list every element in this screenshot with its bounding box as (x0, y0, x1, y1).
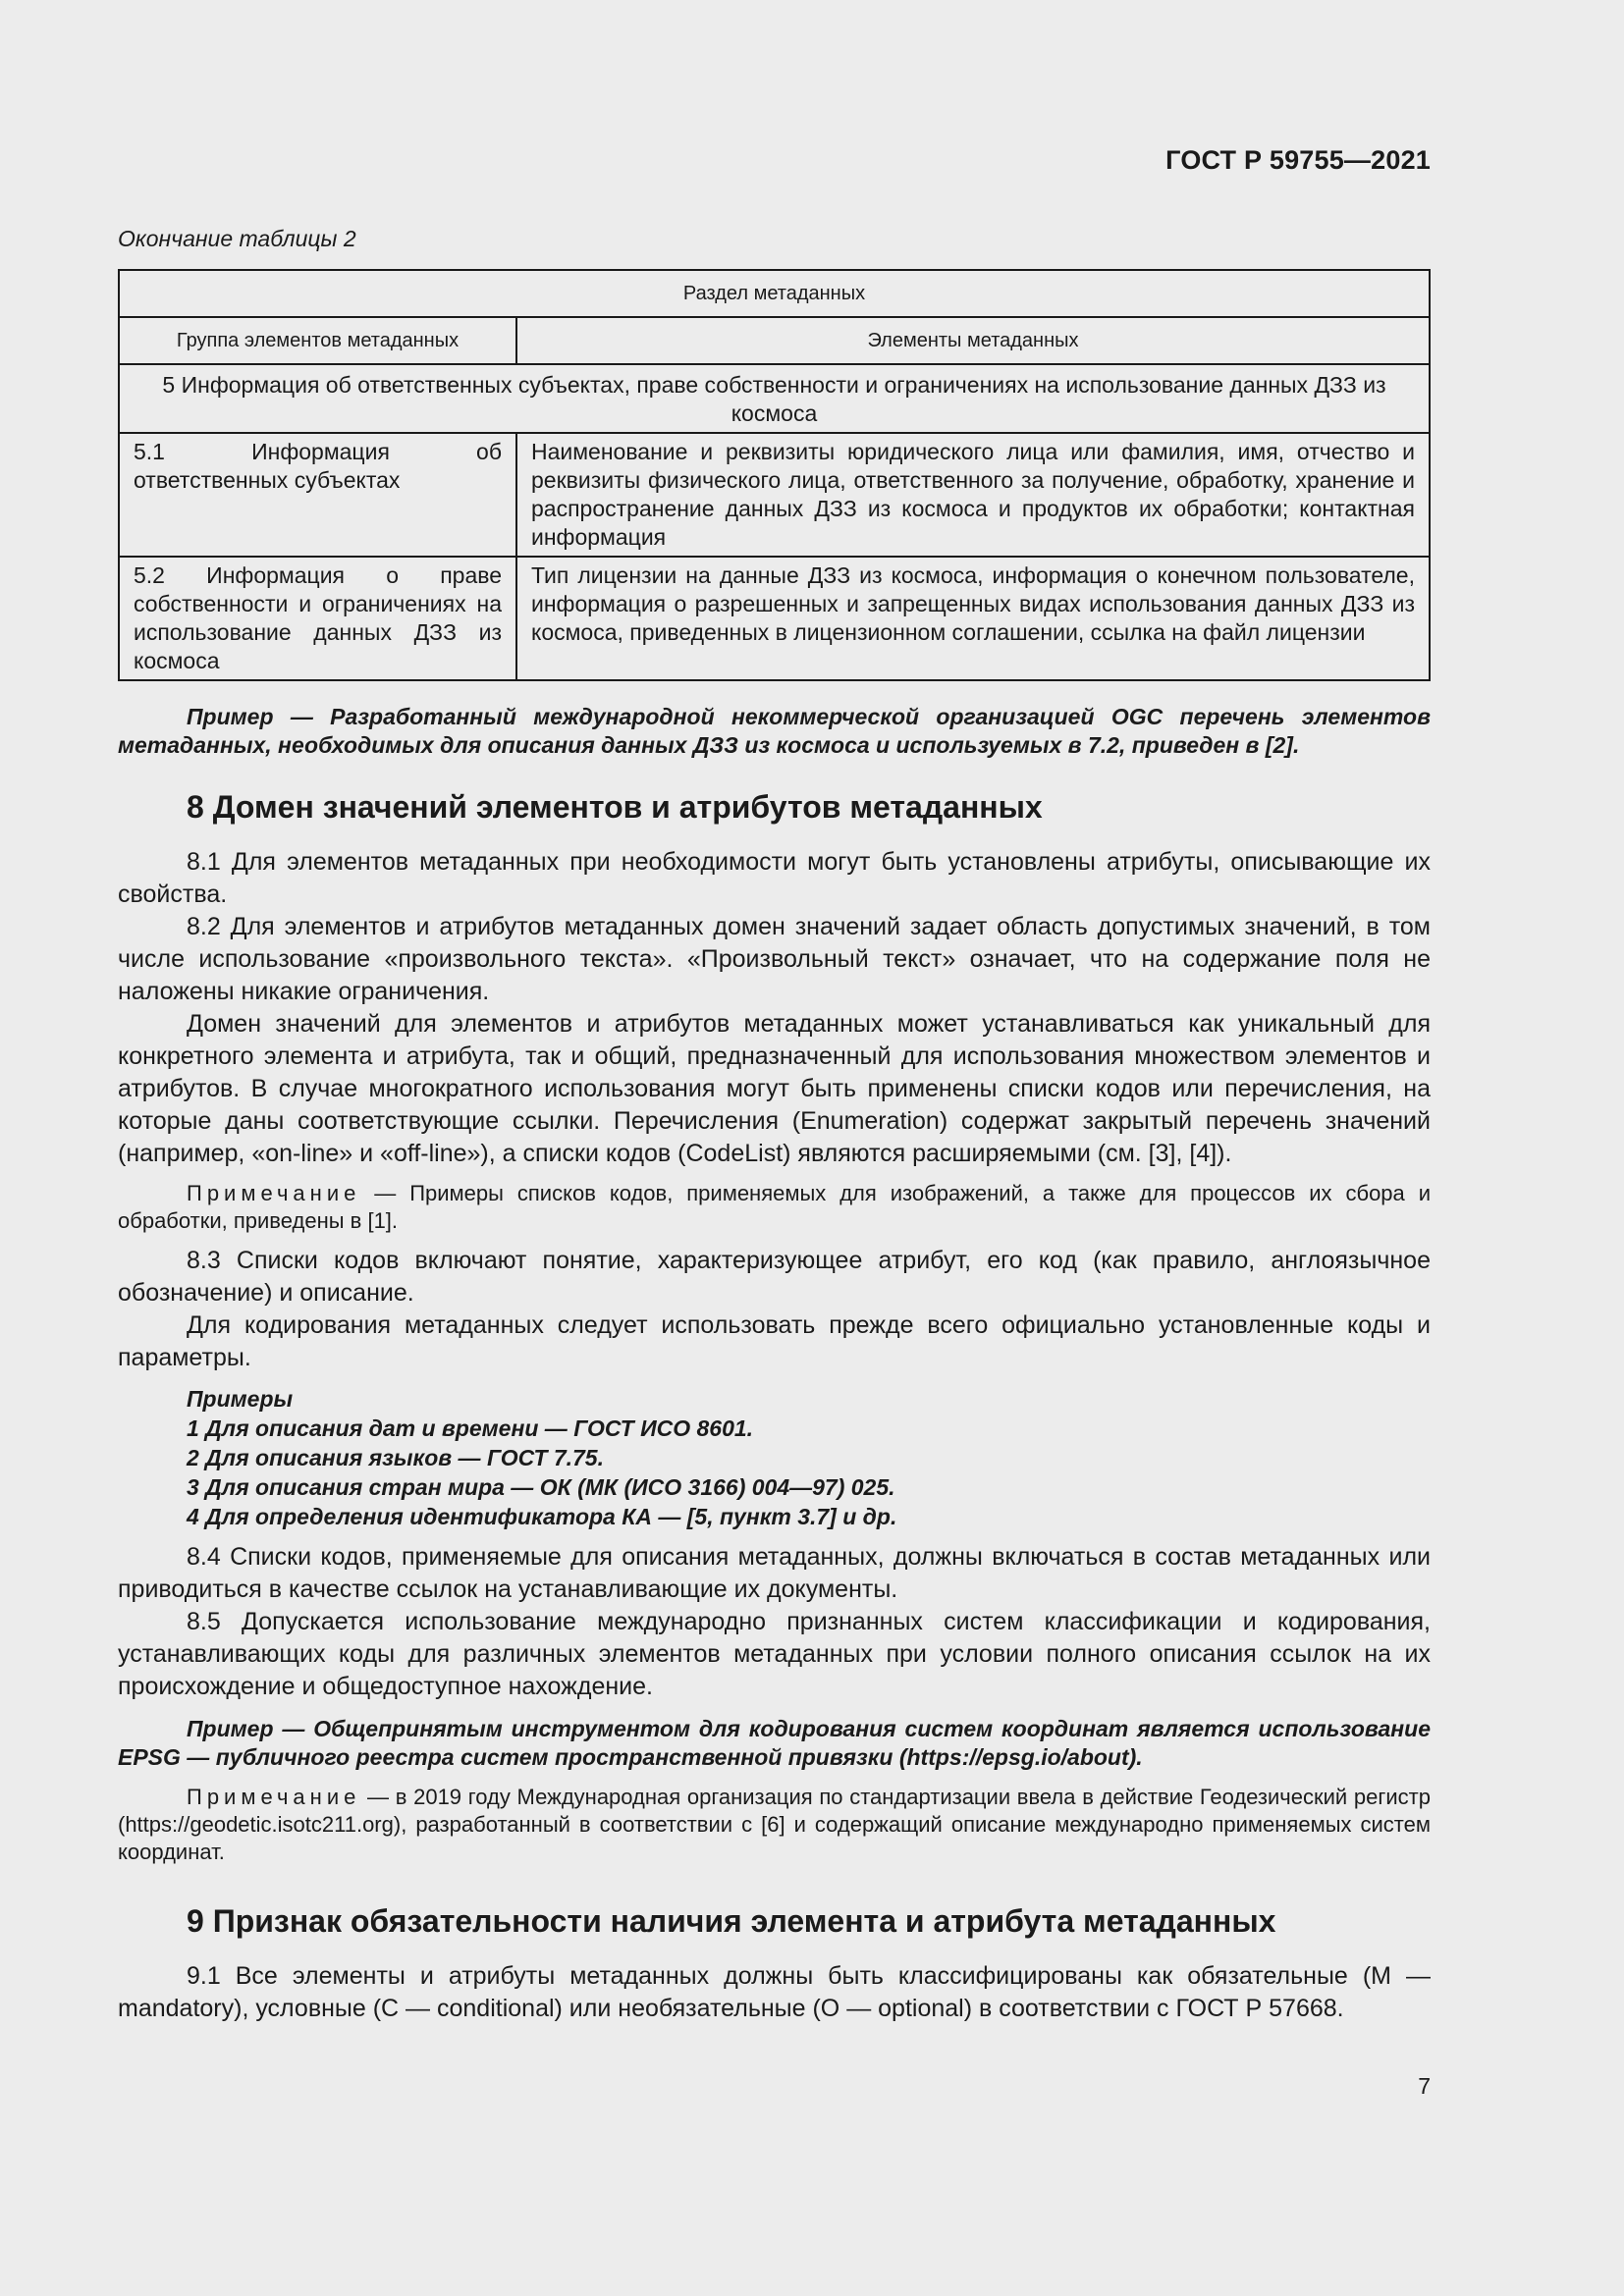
note-text: — в 2019 году Международная организация по стандартизации ввела в действие Геодезический регистр (https://geodetic.isotc211.org), разработанный в соответствии с [6] и содержащий описание международно применяемых систем координат. (118, 1785, 1431, 1864)
note-label: Примечание (187, 1181, 361, 1205)
examples-list (118, 1384, 1431, 1531)
note-codelists (118, 1180, 1431, 1235)
example-ogc: Пример — Разработанный международной некоммерческой организацией OGC перечень элементов метаданных, необходимых для описания данных ДЗЗ из космоса и используемых в 7.2, приведен в [2]. (118, 704, 1431, 758)
table-row (119, 433, 1430, 557)
table-row (119, 557, 1430, 680)
examples-title: Примеры (187, 1386, 294, 1412)
table-caption: Окончание таблицы 2 (118, 226, 356, 251)
standard-id: ГОСТ Р 59755—2021 (1165, 145, 1431, 175)
list-item: 4 Для определения идентификатора КА — [5, пункт 3.7] и др. (187, 1504, 897, 1529)
example-epsg: Пример — Общепринятым инструментом для кодирования систем координат является использование EPSG — публичного реестра систем пространственной привязки (https://epsg.io/about). (118, 1716, 1431, 1770)
paragraph-8-4: 8.4 Списки кодов, применяемые для описания метаданных, должны включаться в состав метаданных или приводиться в качестве ссылок на устанавливающие их документы. (118, 1543, 1431, 1603)
table-section-header: Раздел метаданных (119, 270, 1430, 317)
elements-cell: Тип лицензии на данные ДЗЗ из космоса, информация о конечном пользователе, информация о разрешенных и запрещенных видах использования данных ДЗЗ из космоса, приведенных в лицензионном соглашении, ссылка на файл лицензии (516, 557, 1430, 680)
section-9-heading: 9 Признак обязательности наличия элемента и атрибута метаданных (187, 1903, 1276, 1939)
note-label: Примечание (187, 1785, 361, 1809)
note-geodetic (118, 1784, 1431, 1866)
column-header-group: Группа элементов метаданных (119, 317, 516, 364)
note-text: — Примеры списков кодов, применяемых для изображений, а также для процессов их сбора и обработки, приведены в [1]. (118, 1181, 1431, 1233)
body-text (118, 703, 1431, 2025)
paragraph-8-1: 8.1 Для элементов метаданных при необходимости могут быть установлены атрибуты, описывающие их свойства. (118, 848, 1431, 908)
list-item: 1 Для описания дат и времени — ГОСТ ИСО 8601. (187, 1415, 754, 1441)
group-cell: 5.1 Информация об ответственных субъектах (119, 433, 516, 557)
column-header-elements: Элементы метаданных (516, 317, 1430, 364)
section-8-heading: 8 Домен значений элементов и атрибутов метаданных (187, 789, 1043, 825)
table-section-title: 5 Информация об ответственных субъектах, праве собственности и ограничениях на использование данных ДЗЗ из космоса (119, 364, 1430, 433)
page-number: 7 (1418, 2073, 1431, 2099)
elements-cell: Наименование и реквизиты юридического лица или фамилия, имя, отчество и реквизиты физического лица, ответственного за получение, обработку, хранение и распространение данных ДЗЗ из космоса и продуктов их обработки; контактная информация (516, 433, 1430, 557)
list-item: 2 Для описания языков — ГОСТ 7.75. (187, 1445, 604, 1470)
paragraph-8-2: 8.2 Для элементов и атрибутов метаданных домен значений задает область допустимых значений, в том числе использование «произвольного текста». «Произвольный текст» означает, что на содержание поля не наложены никакие ограничения. (118, 913, 1431, 1005)
metadata-table (118, 269, 1431, 681)
group-cell: 5.2 Информация о праве собственности и ограничениях на использование данных ДЗЗ из космоса (119, 557, 516, 680)
paragraph-domain: Домен значений для элементов и атрибутов метаданных может устанавливаться как уникальный для конкретного элемента и атрибута, так и общий, предназначенный для использования множеством элементов и атрибутов. В случае многократного использования могут быть применены списки кодов или перечисления, на которые даны соответствующие ссылки. Перечисления (Enumeration) содержат закрытый перечень значений (например, «on-line» и «off-line»), а списки кодов (CodeList) являются расширяемыми (см. [3], [4]). (118, 1010, 1431, 1167)
paragraph-9-1: 9.1 Все элементы и атрибуты метаданных должны быть классифицированы как обязательные (M — mandatory), условные (C — conditional) или необязательные (O — optional) в соответствии с ГОСТ Р 57668. (118, 1962, 1431, 2022)
list-item: 3 Для описания стран мира — ОК (МК (ИСО 3166) 004—97) 025. (187, 1474, 895, 1500)
paragraph-coding: Для кодирования метаданных следует использовать прежде всего официально установленные коды и параметры. (118, 1311, 1431, 1371)
paragraph-8-3: 8.3 Списки кодов включают понятие, характеризующее атрибут, его код (как правило, англоязычное обозначение) и описание. (118, 1247, 1431, 1307)
paragraph-8-5: 8.5 Допускается использование международно признанных систем классификации и кодирования, устанавливающих коды для различных элементов метаданных при условии полного описания ссылок на их происхождение и общедоступное нахождение. (118, 1608, 1431, 1700)
